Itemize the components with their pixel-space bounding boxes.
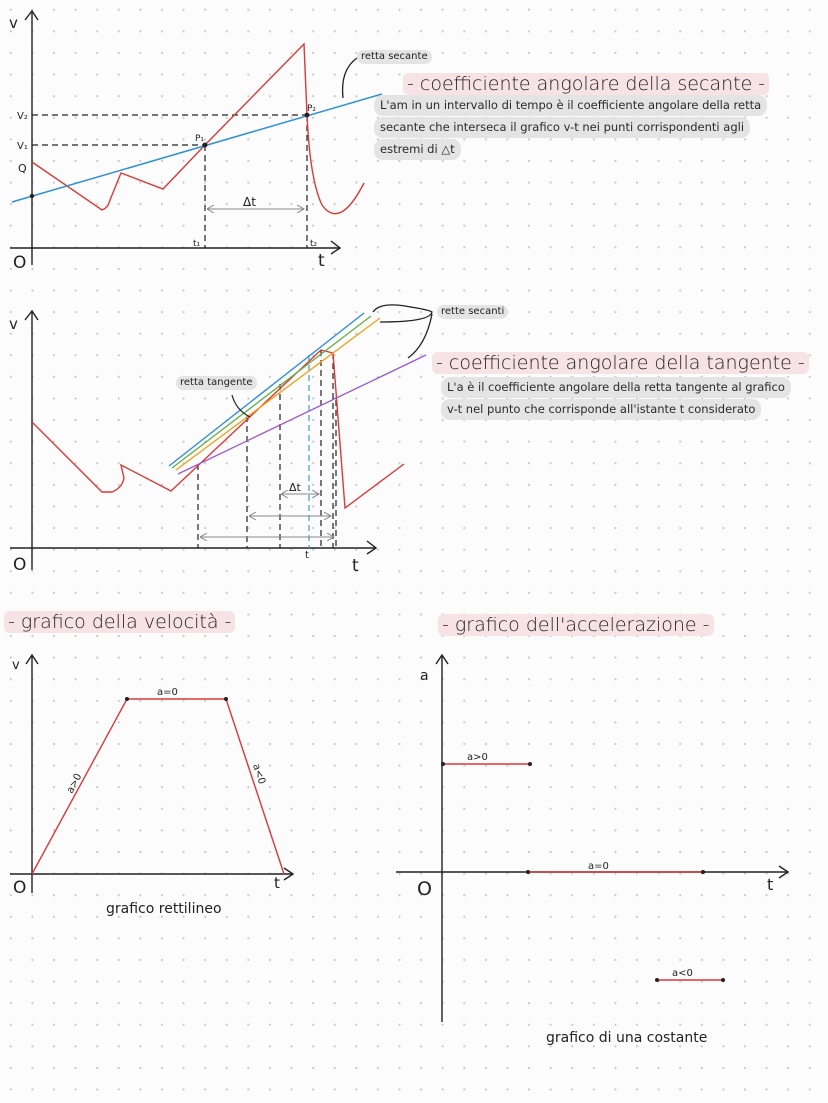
origin-label-3: O: [13, 878, 27, 898]
rise-label: a>0: [64, 771, 85, 796]
pos-label: a>0: [467, 752, 488, 763]
q-label: Q: [18, 162, 27, 175]
velocity-title: [4, 611, 235, 633]
note-line: estremi di △t: [374, 139, 461, 160]
secant-title-text: - coefficiente angolare della secante -: [403, 73, 769, 95]
t1-label: t₁: [193, 239, 201, 249]
x-axis-label-3: t: [274, 874, 280, 892]
origin-label-4: O: [417, 878, 432, 900]
flat-label: a=0: [157, 687, 178, 698]
p1-label: P₁: [195, 134, 205, 144]
tangent-note: [441, 377, 791, 421]
origin-label-2: O: [13, 555, 27, 575]
note-line: L'a è il coefficiente angolare della retta tangente al grafico: [441, 377, 791, 398]
fall-label: a<0: [250, 762, 268, 786]
origin-label: O: [13, 253, 27, 273]
secant-tag: retta secante: [357, 50, 432, 64]
acceleration-title: [438, 614, 714, 636]
x-axis-label: t: [318, 251, 325, 271]
neg-label: a<0: [672, 968, 693, 979]
t-instant-label: t: [305, 550, 309, 561]
secant-title: [403, 73, 769, 95]
acceleration-caption: grafico di una costante: [546, 1030, 708, 1046]
tangent-chart: [10, 305, 432, 570]
velocity-title-text: - grafico della velocità -: [4, 611, 235, 633]
y-axis-label-2: v: [9, 315, 18, 333]
x-axis-label-4: t: [767, 875, 774, 894]
p2-label: P₂: [307, 104, 317, 114]
y-axis-label: v: [9, 14, 18, 32]
zero-label: a=0: [588, 861, 609, 872]
note-line: v-t nel punto che corrisponde all'istante t considerato: [441, 399, 761, 420]
tangent-title: [432, 352, 809, 374]
y-axis-label-4: a: [420, 668, 429, 684]
v1-label: V₁: [17, 141, 28, 152]
secant-note: [374, 95, 767, 161]
v2-label: V₂: [17, 111, 28, 122]
tangent-title-text: - coefficiente angolare della tangente -: [432, 352, 809, 374]
acceleration-chart: [396, 655, 788, 1022]
note-line: L'am in un intervallo di tempo è il coefficiente angolare della retta: [374, 95, 767, 116]
acceleration-title-text: - grafico dell'accelerazione -: [438, 614, 714, 636]
y-axis-label-3: v: [12, 658, 20, 673]
tangent-tag: retta tangente: [176, 376, 257, 390]
velocity-chart: [10, 655, 293, 893]
note-line: secante che interseca il grafico v-t nei punti corrispondenti agli: [374, 117, 750, 138]
x-axis-label-2: t: [352, 556, 359, 576]
secants-tag: rette secanti: [437, 305, 508, 319]
delta-t-label: Δt: [243, 195, 256, 209]
velocity-caption: grafico rettilineo: [106, 901, 222, 917]
delta-t-label-2: Δt: [289, 481, 301, 494]
t2-label: t₂: [310, 239, 318, 249]
